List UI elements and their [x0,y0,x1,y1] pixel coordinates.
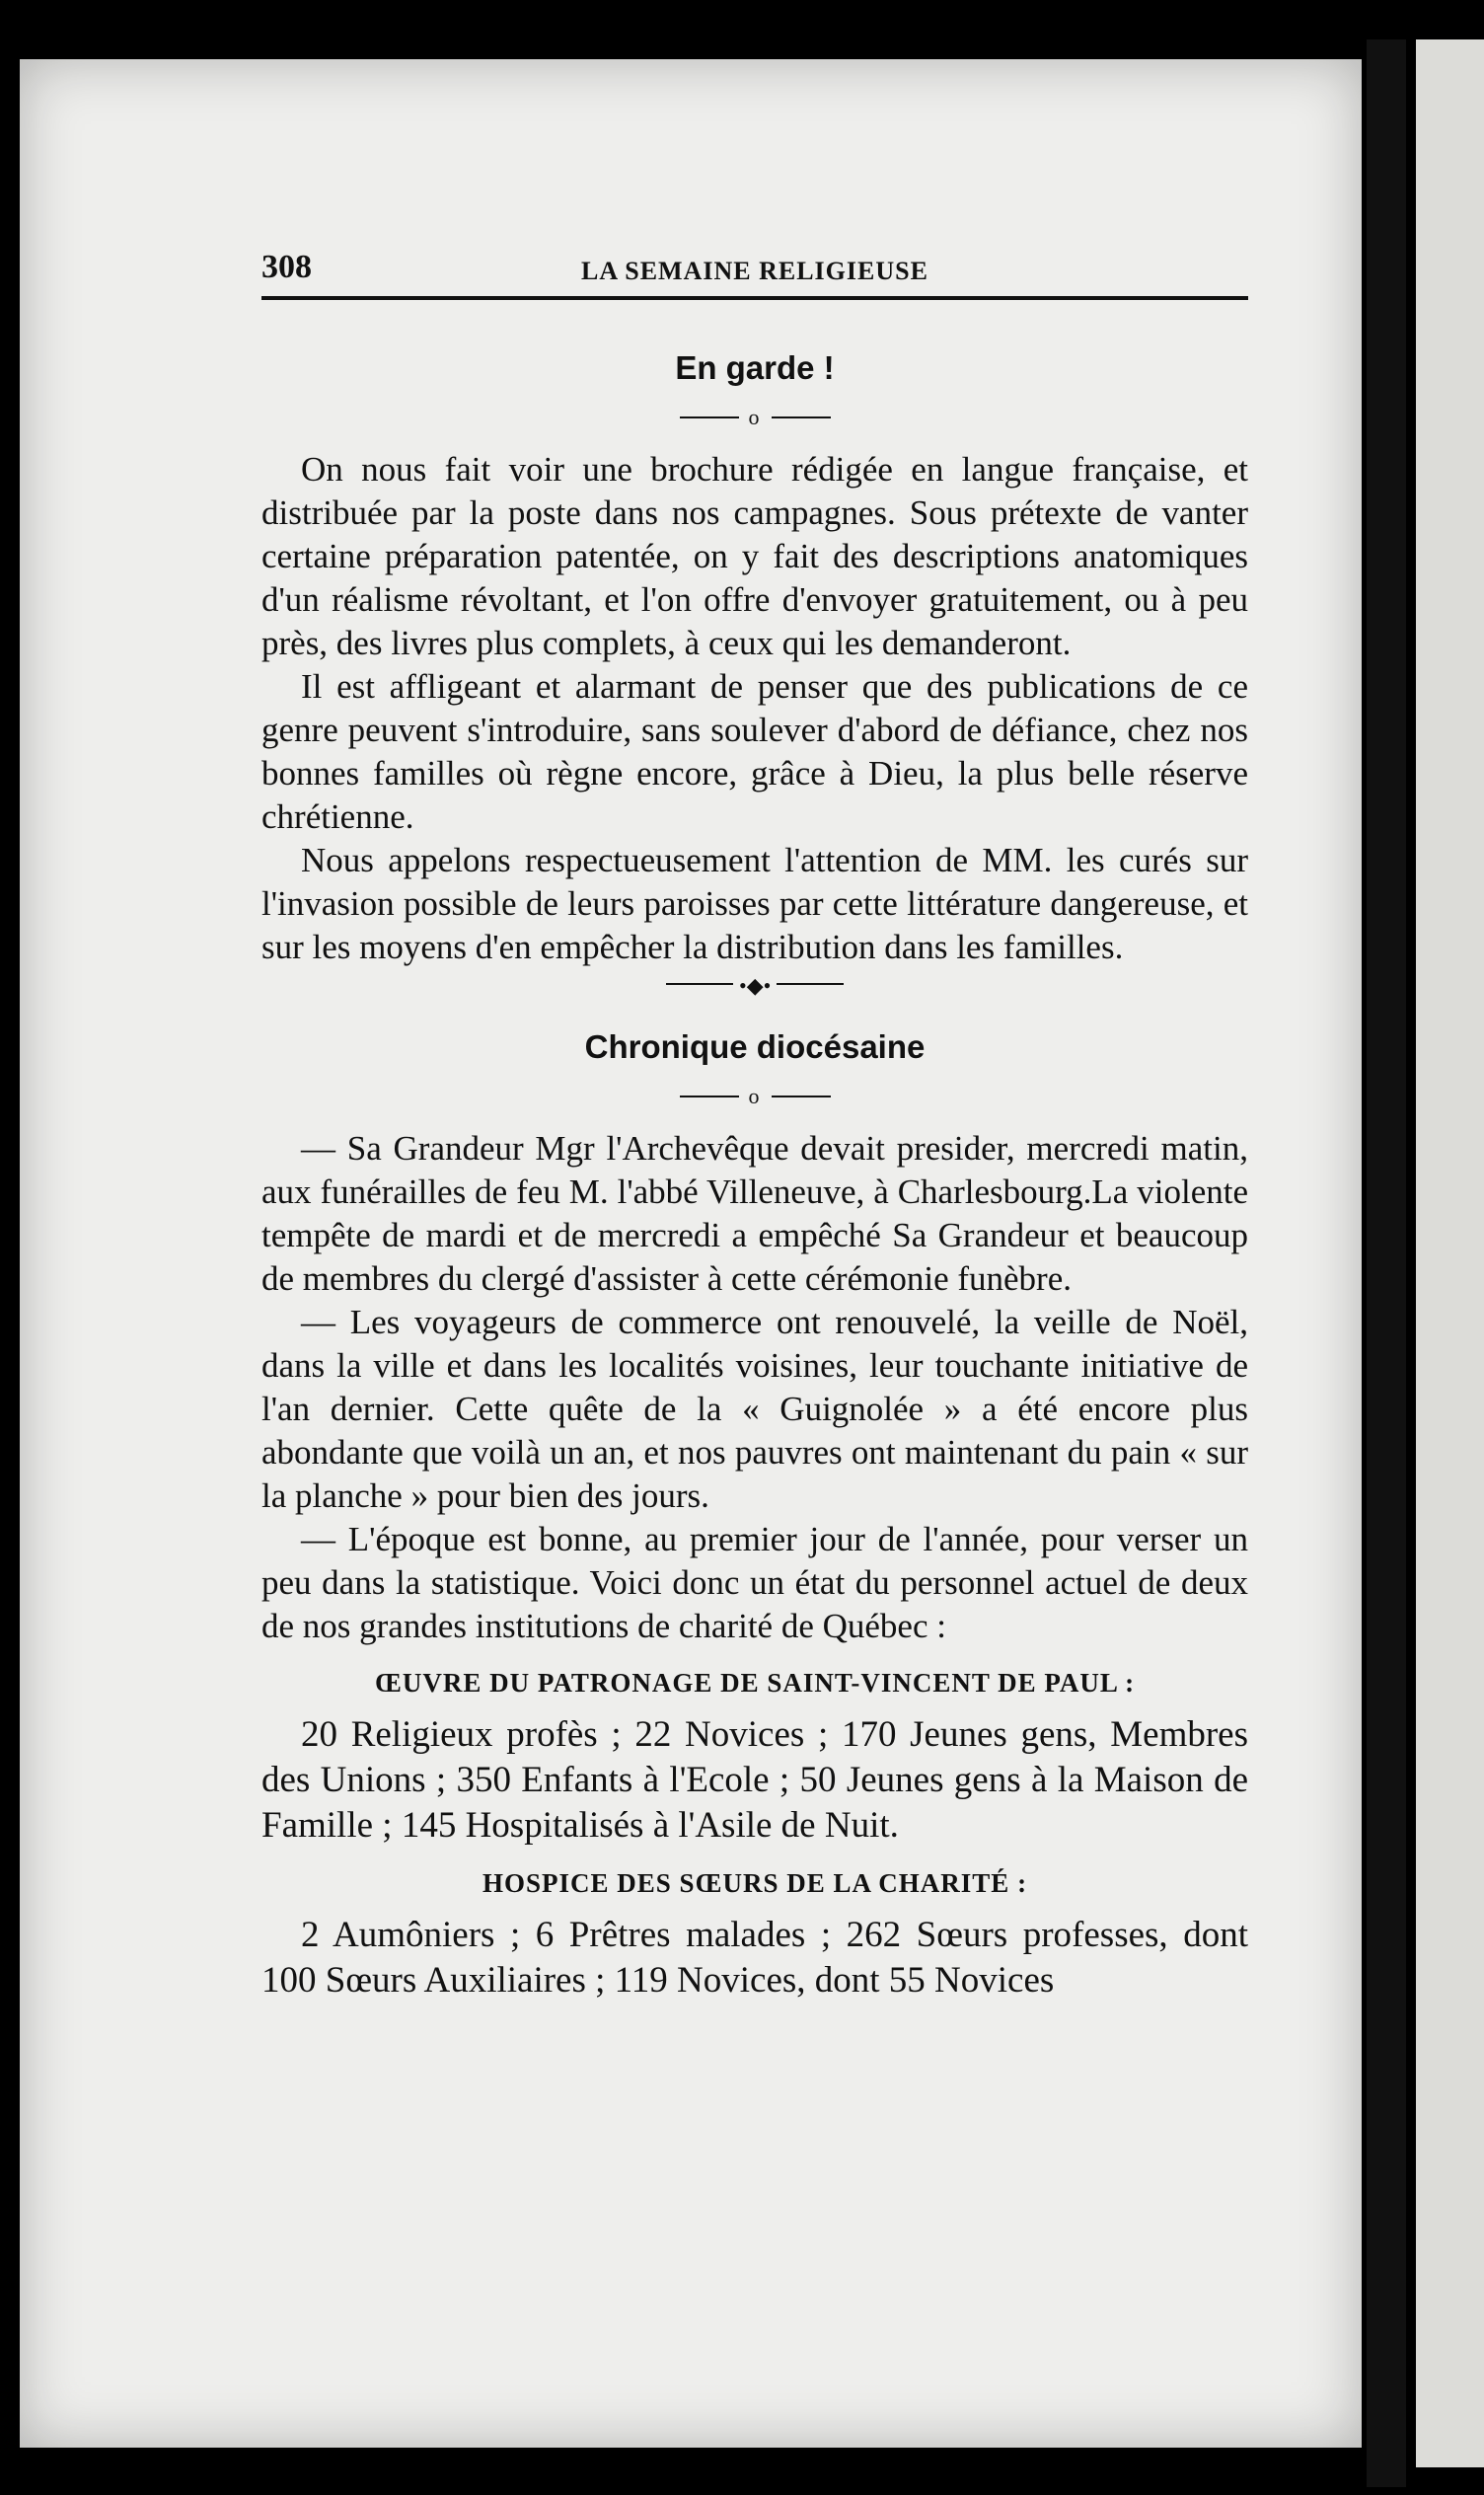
page-number: 308 [261,249,312,285]
title-rule: o [261,1080,1248,1109]
news-item: — Sa Grandeur Mgr l'Archevêque devait presider, mercredi matin, aux funérailles de feu M. l'abbé Villeneuve, à Charlesbourg.La violente tempête de mardi et de mercredi a empêché Sa Grandeur et beaucoup de membres du clergé d'assister à cette cérémonie funèbre. [261,1129,1248,1299]
article-title-en-garde: En garde ! [675,349,835,386]
journal-title: LA SEMAINE RELIGIEUSE [581,257,928,285]
institution-heading: HOSPICE DES SŒURS DE LA CHARITÉ : [482,1868,1028,1899]
book-spine [1367,39,1406,2487]
institution-stats: 2 Aumôniers ; 6 Prêtres malades ; 262 Sœurs professes, dont 100 Sœurs Auxiliaires ; 119 Novices, dont 55 Novices [261,1915,1248,2002]
institution-heading: ŒUVRE DU PATRONAGE DE SAINT-VINCENT DE PAUL : [374,1668,1136,1699]
news-item: — Les voyageurs de commerce ont renouvelé, la veille de Noël, dans la ville et dans les localités voisines, leur touchante initiative de l'an dernier. Cette quête de la « Guignolée » a été encore plus abondante que voilà un an, et nos pauvres ont maintenant du pain « sur la planche » pour bien des jours. [261,1303,1248,1516]
news-item: — L'époque est bonne, au premier jour de l'année, pour verser un peu dans la statistique. Voici donc un état du personnel actuel de deux de nos grandes institutions de charité de Québec : [261,1520,1248,1646]
facing-page-edge [1416,39,1484,2467]
institution-stats: 20 Religieux profès ; 22 Novices ; 170 Jeunes gens, Membres des Unions ; 350 Enfants à l'Ecole ; 50 Jeunes gens à la Maison de Famille ; 145 Hospitalisés à l'Asile de Nuit. [261,1714,1248,1847]
article-title-chronique: Chronique diocésaine [584,1028,926,1066]
title-rule: o [261,401,1248,430]
section-separator: •◆• [261,969,1248,1005]
paragraph: Nous appelons respectueusement l'attention de MM. les curés sur l'invasion possible de leurs paroisses par cette littérature dangereuse, et sur les moyens d'en empêcher la distribution dans les familles. [261,841,1248,967]
paragraph: Il est affligeant et alarmant de penser que des publications de ce genre peuvent s'introduire, sans soulever d'abord de défiance, chez nos bonnes familles où règne encore, grâce à Dieu, la plus belle réserve chrétienne. [261,667,1248,837]
page-content [261,237,1248,2004]
running-head [261,237,1248,300]
paragraph: On nous fait voir une brochure rédigée en langue française, et distribuée par la poste dans nos campagnes. Sous prétexte de vanter certaine préparation patentée, on y fait des descriptions anatomiques d'un réalisme révoltant, et l'on offre d'envoyer gratuitement, ou à peu près, des livres plus complets, à ceux qui les demanderont. [261,450,1248,663]
